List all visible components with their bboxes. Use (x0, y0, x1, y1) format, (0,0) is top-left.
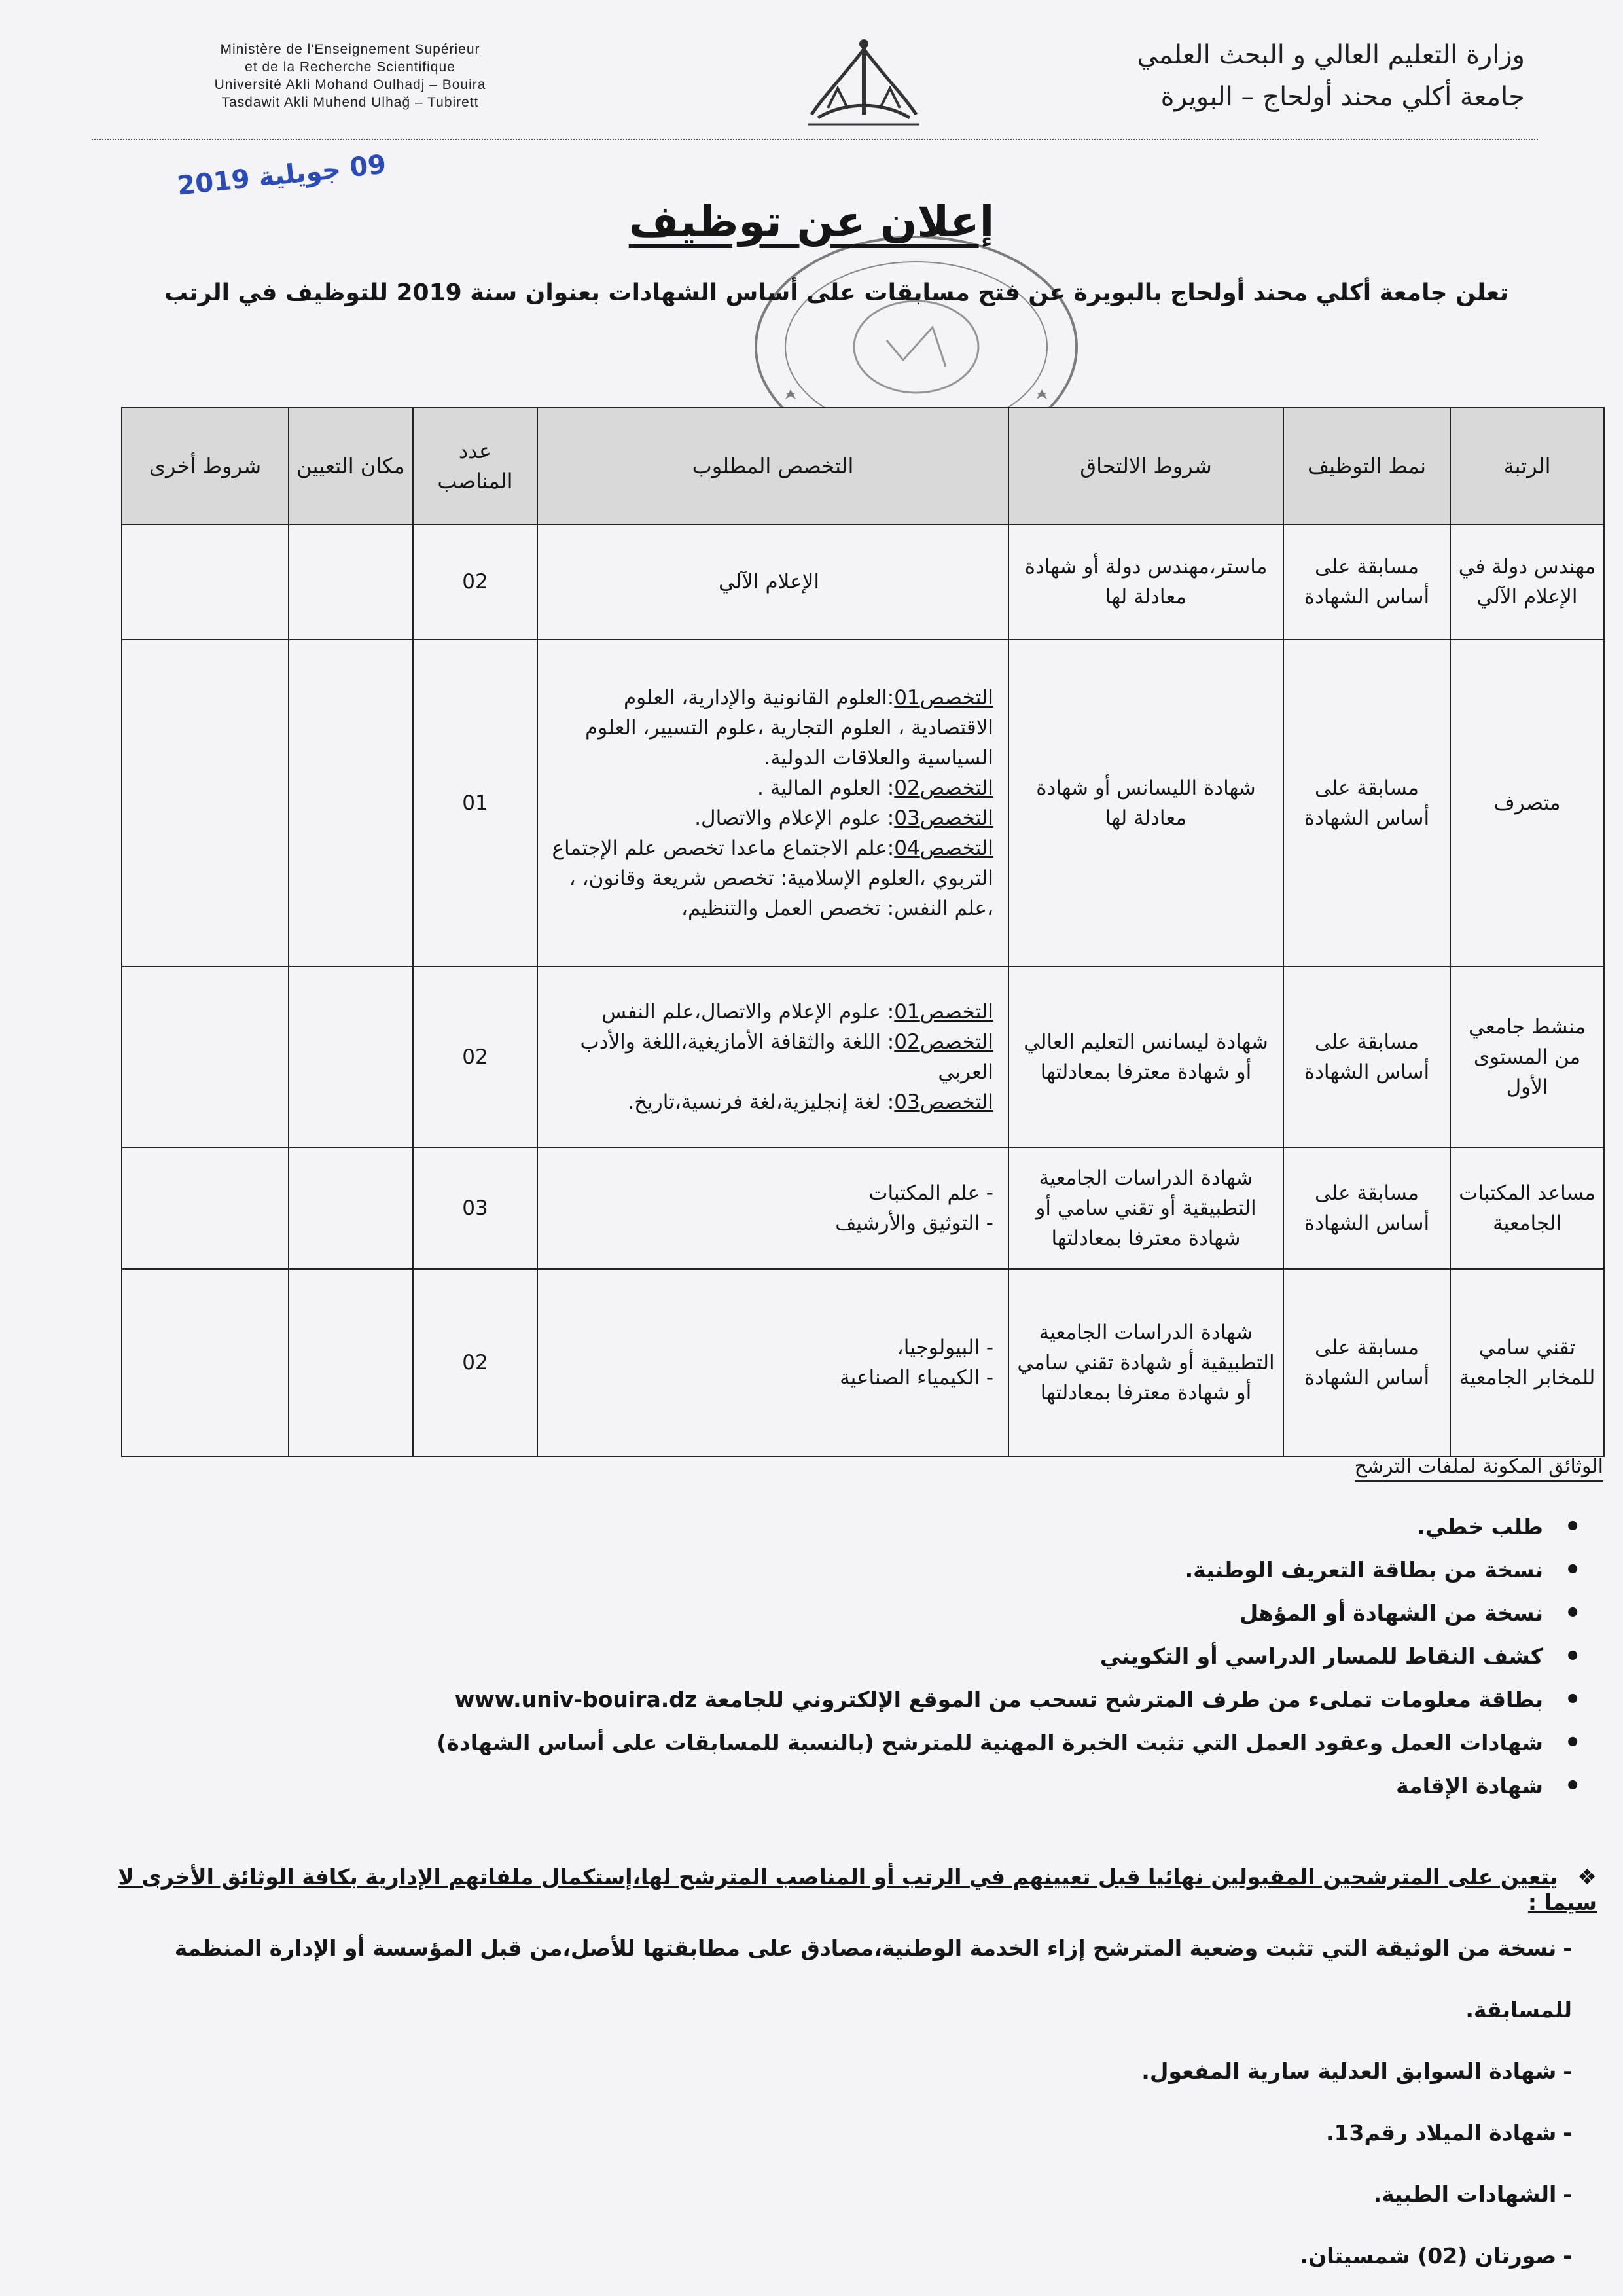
list-item (67, 1918, 1572, 2041)
list-item (67, 2164, 1572, 2225)
specialty-text: : العلوم المالية . (757, 776, 895, 800)
list-item: • نسخة من بطاقة التعريف الوطنية. (144, 1549, 1584, 1592)
cell-place (289, 639, 413, 967)
specialty-text: : علوم الإعلام والاتصال،علم النفس (601, 1000, 895, 1024)
dash-bullet-icon: - (1563, 2181, 1572, 2207)
specialty-key: التخصص03 (894, 1090, 993, 1114)
header-fr-line: Université Akli Mohand Oulhadj – Bouira (214, 77, 486, 92)
header-conditions: شروط الالتحاق (1008, 408, 1283, 524)
specialty-text: :علم الاجتماع ماعدا تخصص علم الإجتماع التربوي ،العلوم الإسلامية: تخصص شريعة وقانون، ، ،علم النفس: تخصص العمل والتنظيم، (552, 836, 993, 920)
dash-bullet-icon: - (1563, 2120, 1572, 2145)
cell-place (289, 1147, 413, 1269)
header-ar-line: جامعة أكلي محند أولحاج – البويرة (1160, 82, 1525, 112)
cell-rank: تقني سامي للمخابر الجامعية (1450, 1269, 1604, 1456)
cell-mode: مسابقة على أساس الشهادة (1283, 967, 1450, 1147)
header-ar-line: وزارة التعليم العالي و البحث العلمي (1137, 40, 1525, 70)
dash-bullet-icon: - (1563, 2243, 1572, 2269)
cell-place (289, 524, 413, 639)
cell-mode: مسابقة على أساس الشهادة (1283, 524, 1450, 639)
specialty-line (544, 683, 993, 773)
table-row (122, 1147, 1604, 1269)
header-place: مكان التعيين (289, 408, 413, 524)
specialty-text: - التوثيق والأرشيف (835, 1211, 993, 1235)
specialty-text: الإعلام الآلي (719, 570, 819, 594)
specialty-line (544, 1178, 993, 1208)
specialty-text: :العلوم القانونية والإدارية، العلوم الاقتصادية ، العلوم التجارية ،علوم التسيير، العلوم السياسية والعلاقات الدولية. (585, 686, 993, 770)
cell-specialty (537, 967, 1008, 1147)
header-rank: الرتبة (1450, 408, 1604, 524)
specialty-text: : اللغة والثقافة الأمازيغية،اللغة والأدب العربي (580, 1030, 993, 1084)
cell-rank: مهندس دولة في الإعلام الآلي (1450, 524, 1604, 639)
header-other: شروط أخرى (122, 408, 289, 524)
specialty-line (544, 1333, 993, 1363)
list-item: • طلب خطي. (144, 1505, 1584, 1549)
specialty-text: : لغة إنجليزية،لغة فرنسية،تاريخ. (628, 1090, 895, 1114)
cell-rank: منشط جامعي من المستوى الأول (1450, 967, 1604, 1147)
cell-rank: مساعد المكتبات الجامعية (1450, 1147, 1604, 1269)
list-item (67, 2041, 1572, 2102)
specialty-text: : علوم الإعلام والاتصال. (694, 806, 895, 830)
list-item: • شهادة الإقامة (144, 1765, 1584, 1808)
cell-other (122, 967, 289, 1147)
list-item: • شهادات العمل وعقود العمل التي تثبت الخبرة المهنية للمترشح (بالنسبة للمسابقات على أساس الشهادة) (144, 1721, 1584, 1765)
cell-place (289, 1269, 413, 1456)
cell-mode: مسابقة على أساس الشهادة (1283, 1269, 1450, 1456)
university-logo (798, 36, 929, 134)
header-specialty: التخصص المطلوب (537, 408, 1008, 524)
cell-mode: مسابقة على أساس الشهادة (1283, 639, 1450, 967)
cell-count: 01 (413, 639, 537, 967)
specialty-key: التخصص01 (894, 686, 993, 709)
specialty-key: التخصص03 (894, 806, 993, 830)
page-title: إعلان عن توظيف (628, 196, 995, 247)
extra-documents-list (67, 1918, 1572, 2287)
cell-other (122, 639, 289, 967)
specialty-line (544, 803, 993, 833)
cell-conditions: شهادة الليسانس أو شهادة معادلة لها (1008, 639, 1283, 967)
cell-conditions: شهادة الدراسات الجامعية التطبيقية أو تقني سامي أو شهادة معترفا بمعادلتها (1008, 1147, 1283, 1269)
list-item (67, 2225, 1572, 2287)
cell-count: 02 (413, 1269, 537, 1456)
list-item: • نسخة من الشهادة أو المؤهل (144, 1592, 1584, 1635)
extra-document-text: الشهادات الطبية. (1373, 2181, 1557, 2207)
specialty-line (544, 1363, 993, 1393)
header-arabic-block (1119, 34, 1525, 118)
positions-table (121, 407, 1605, 1457)
header-divider (92, 139, 1538, 140)
table-header-row (122, 408, 1604, 524)
list-item: • كشف النقاط للمسار الدراسي أو التكويني (144, 1635, 1584, 1678)
header-mode: نمط التوظيف (1283, 408, 1450, 524)
cell-rank: متصرف (1450, 639, 1604, 967)
cell-specialty (537, 1269, 1008, 1456)
specialty-line (544, 1027, 993, 1087)
table-row (122, 524, 1604, 639)
extra-document-text: شهادة السوابق العدلية سارية المفعول. (1141, 2058, 1557, 2084)
extra-document-text: نسخة من الوثيقة التي تثبت وضعية المترشح إزاء الخدمة الوطنية،مصادق على مطابقتها للأصل،من قبل المؤسسة أو الإدارة المنظمة للمسابقة. (174, 1935, 1572, 2022)
cell-count: 02 (413, 967, 537, 1147)
specialty-line (544, 773, 993, 803)
cell-count: 02 (413, 524, 537, 639)
specialty-key: التخصص04 (894, 836, 993, 860)
documents-list (144, 1505, 1584, 1808)
specialty-key: التخصص02 (894, 1030, 993, 1054)
specialty-text: - البيولوجيا، (897, 1336, 993, 1359)
cell-conditions: شهادة ليسانس التعليم العالي أو شهادة معترفا بمعادلتها (1008, 967, 1283, 1147)
date-stamp: 09 جويلية 2019 (175, 149, 388, 202)
cell-other (122, 524, 289, 639)
diamond-bullet-icon: ❖ (1577, 1864, 1597, 1890)
final-note (92, 1864, 1597, 1915)
cell-conditions: شهادة الدراسات الجامعية التطبيقية أو شهادة تقني سامي أو شهادة معترفا بمعادلتها (1008, 1269, 1283, 1456)
specialty-key: التخصص01 (894, 1000, 993, 1024)
table-row (122, 967, 1604, 1147)
table-row (122, 1269, 1604, 1456)
cell-specialty (537, 524, 1008, 639)
list-item (67, 2102, 1572, 2164)
specialty-line (544, 567, 993, 597)
cell-place (289, 967, 413, 1147)
header-fr-line: et de la Recherche Scientifique (245, 60, 455, 75)
intro-paragraph: تعلن جامعة أكلي محند أولحاج بالبويرة عن فتح مسابقات على أساس الشهادات بعنوان سنة 2019 للتوظيف في الرتب (164, 279, 1508, 306)
cell-mode: مسابقة على أساس الشهادة (1283, 1147, 1450, 1269)
documents-heading: الوثائق المكونة لملفات الترشح (1355, 1455, 1603, 1482)
header-fr-line: Tasdawit Akli Muhend Ulhağ – Tubirett (221, 95, 479, 110)
cell-specialty (537, 1147, 1008, 1269)
dash-bullet-icon: - (1563, 2058, 1572, 2084)
table-row (122, 639, 1604, 967)
specialty-line (544, 1087, 993, 1117)
header-count: عدد المناصب (413, 408, 537, 524)
cell-other (122, 1147, 289, 1269)
header-french-block (128, 41, 573, 111)
specialty-key: التخصص02 (894, 776, 993, 800)
specialty-line (544, 833, 993, 924)
header-fr-line: Ministère de l'Enseignement Supérieur (220, 42, 480, 57)
extra-document-text: صورتان (02) شمسيتان. (1300, 2243, 1557, 2269)
list-item: • بطاقة معلومات تملىء من طرف المترشح تسحب من الموقع الإلكتروني للجامعة www.univ-bouira.dz (144, 1678, 1584, 1721)
cell-other (122, 1269, 289, 1456)
cell-conditions: ماستر،مهندس دولة أو شهادة معادلة لها (1008, 524, 1283, 639)
cell-count: 03 (413, 1147, 537, 1269)
specialty-text: - علم المكتبات (868, 1181, 993, 1205)
specialty-text: - الكيمياء الصناعية (840, 1366, 993, 1390)
specialty-line (544, 997, 993, 1027)
dash-bullet-icon: - (1563, 1935, 1572, 1961)
cell-specialty (537, 639, 1008, 967)
extra-document-text: شهادة الميلاد رقم13. (1326, 2120, 1557, 2145)
specialty-line (544, 1208, 993, 1238)
note-text: يتعين على المترشحين المقبولين نهائيا قبل تعيينهم في الرتب أو المناصب المترشح لها،إستكمال ملفاتهم الإدارية بكافة الوثائق الأخرى لا سيما : (118, 1864, 1597, 1915)
